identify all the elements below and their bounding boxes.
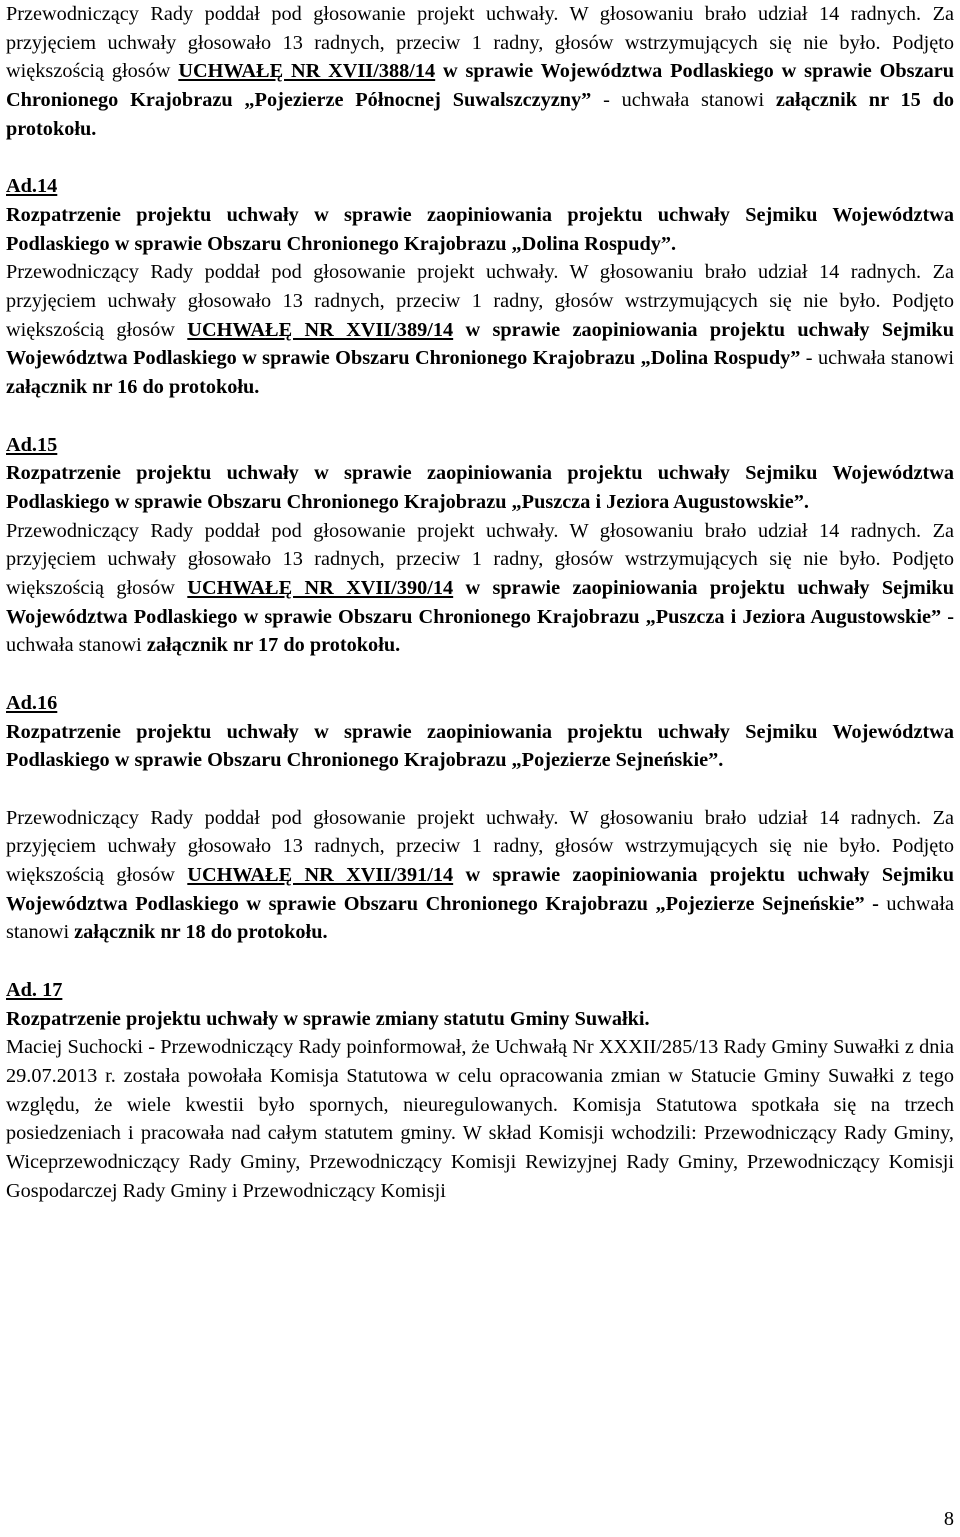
annex-intro: - uchwała stanowi [800, 347, 954, 370]
document-page [6, 0, 954, 1205]
agenda-item-label: Ad.15 [6, 433, 58, 456]
resolution-number: UCHWAŁĘ NR XVII/390/14 [187, 577, 454, 600]
annex-intro: - uchwała stanowi [591, 89, 776, 112]
page-number: 8 [943, 1508, 954, 1530]
resolution-subject: w sprawie Województwa Podlaskiego w sprawie Obszaru Chronionego Krajobrazu „Pojezierze Północnej Suwalszczyzny” [6, 60, 954, 112]
agenda-item-label: Ad.14 [6, 175, 58, 198]
agenda-item-heading: Rozpatrzenie projektu uchwały w sprawie zmiany statutu Gminy Suwałki. [6, 1007, 650, 1030]
vote-text: Przewodniczący Rady poddał pod głosowanie projekt uchwały. W głosowaniu brało udział 14 radnych. Za przyjęciem uchwały głosowało 13 radnych, przeciw 1 radny, głosów wstrzymujących się nie było. Podjęto większością głosów [6, 806, 954, 887]
statute-body-text: Maciej Suchocki - Przewodniczący Rady poinformował, że Uchwałą Nr XXXII/285/13 Rady Gminy Suwałki z dnia 29.07.2013 r. została powołała Komisja Statutowa w celu opracowania zmian w Statucie Gminy Suwałki z tego względu, że wiele kwestii było spornych, nieuregulowanych. Komisja Statutowa spotkała się na trzech posiedzeniach i pracowała nad całym statutem gminy. W skład Komisji wchodzili: Przewodniczący Rady Gminy, Wiceprzewodniczący Rady Gminy, Przewodniczący Komisji Rewizyjnej Rady Gminy, Przewodniczący Komisji Gospodarczej Rady Gminy i Przewodniczący Komisji [6, 1036, 954, 1202]
annex-intro: uchwała stanowi [6, 892, 955, 944]
agenda-item-17 [6, 976, 954, 1206]
agenda-item-14 [6, 172, 954, 402]
agenda-item-label: Ad. 17 [6, 978, 63, 1001]
annex-reference: załącznik nr 15 do protokołu. [6, 89, 954, 140]
resolution-subject: w sprawie zaopiniowania projektu uchwały Sejmiku Województwa Podlaskiego w sprawie Obszaru Chronionego Krajobrazu „Puszcza i Jeziora Augustowskie” - [6, 577, 954, 628]
agenda-item-heading: Rozpatrzenie projektu uchwały w sprawie zaopiniowania projektu uchwały Sejmiku Województwa Podlaskiego w sprawie Obszaru Chronionego Krajobrazu „Puszcza i Jeziora Augustowskie”. [6, 462, 954, 513]
resolution-subject: w sprawie zaopiniowania projektu uchwały Sejmiku Województwa Podlaskiego w sprawie Obszaru Chronionego Krajobrazu „Dolina Rospudy” [6, 318, 954, 370]
resolution-number: UCHWAŁĘ NR XVII/388/14 [178, 60, 436, 83]
agenda-item-heading: Rozpatrzenie projektu uchwały w sprawie zaopiniowania projektu uchwały Sejmiku Województwa Podlaskiego w sprawie Obszaru Chronionego Krajobrazu „Dolina Rospudy”. [6, 203, 954, 255]
vote-text: Przewodniczący Rady poddał pod głosowanie projekt uchwały. W głosowaniu brało udział 14 radnych. Za przyjęciem uchwały głosowało 13 radnych, przeciw 1 radny, głosów wstrzymujących się nie było. Podjęto większością głosów [6, 261, 954, 341]
resolution-subject: w sprawie zaopiniowania projektu uchwały Sejmiku Województwa Podlaskiego w sprawie Obszaru Chronionego Krajobrazu „Pojezierze Sejneńskie” - [6, 864, 954, 915]
agenda-item-heading: Rozpatrzenie projektu uchwały w sprawie zaopiniowania projektu uchwały Sejmiku Województwa Podlaskiego w sprawie Obszaru Chronionego Krajobrazu „Pojezierze Sejneńskie”. [6, 720, 954, 772]
resolution-number: UCHWAŁĘ NR XVII/389/14 [187, 318, 454, 341]
vote-paragraph-391 [6, 804, 954, 948]
agenda-item-16 [6, 689, 954, 775]
resolution-number: UCHWAŁĘ NR XVII/391/14 [187, 864, 454, 887]
annex-reference: załącznik nr 17 do protokołu. [146, 634, 401, 657]
annex-reference: załącznik nr 16 do protokołu. [6, 376, 260, 399]
annex-reference: załącznik nr 18 do protokołu. [74, 921, 328, 944]
vote-paragraph-388 [6, 0, 954, 144]
vote-text: Przewodniczący Rady poddał pod głosowanie projekt uchwały. W głosowaniu brało udział 14 radnych. Za przyjęciem uchwały głosowało 13 radnych, przeciw 1 radny, głosów wstrzymujących się nie było. Podjęto większością głosów [6, 519, 954, 600]
vote-text: Przewodniczący Rady poddał pod głosowanie projekt uchwały. W głosowaniu brało udział 14 radnych. Za przyjęciem uchwały głosowało 13 radnych, przeciw 1 radny, głosów wstrzymujących się nie było. Podjęto większością głosów [6, 3, 954, 83]
agenda-item-label: Ad.16 [6, 691, 58, 714]
agenda-item-15 [6, 431, 954, 661]
annex-intro: uchwała stanowi [6, 634, 147, 657]
